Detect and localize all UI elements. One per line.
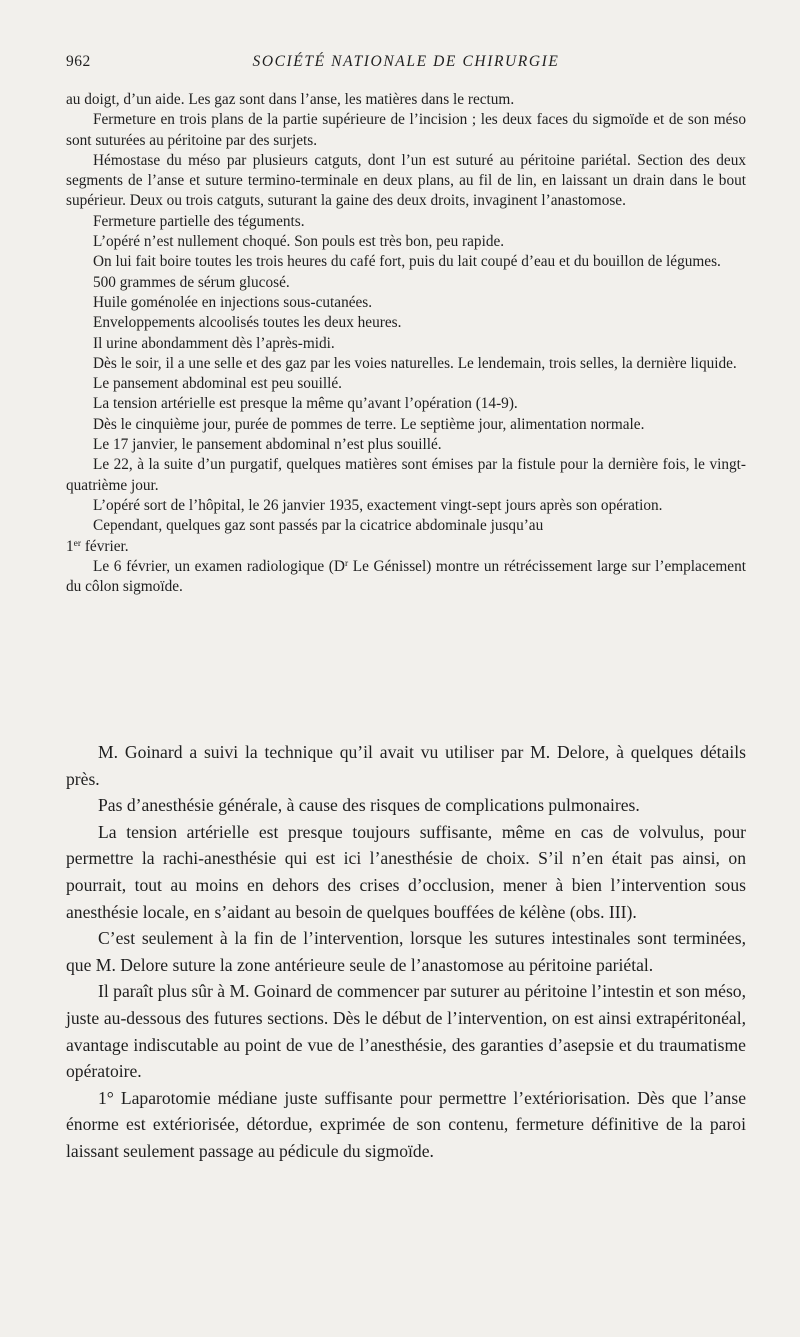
paragraph: Dès le soir, il a une selle et des gaz par les voies naturelles. Le lendemain, trois selles, la dernière liquide.	[93, 354, 737, 372]
paragraph: Cependant, quelques gaz sont passés par la cicatrice abdominale jusqu’au	[93, 517, 544, 535]
paragraph: M. Goinard a suivi la technique qu’il avait vu utiliser par M. Delore, à quelques détails près.	[66, 742, 746, 789]
paragraph: Huile goménolée en injections sous-cutanées.	[93, 293, 373, 311]
radiology-text-end: Le Génissel) montre un rétrécissement large sur l’emplacement du côlon sigmoïde.	[66, 557, 746, 596]
paragraph: Fermeture partielle des téguments.	[93, 212, 305, 230]
radiology-text-start: Le 6 février, un examen radiologique (D	[93, 557, 345, 575]
paragraph-continuation	[66, 537, 746, 557]
page-header	[66, 53, 746, 75]
main-text	[66, 739, 746, 1165]
paragraph: Le pansement abdominal est peu souillé.	[93, 375, 342, 393]
paragraph: On lui fait boire toutes les trois heures du café fort, puis du lait coupé d’eau et du bouillon de légumes.	[93, 253, 721, 271]
running-title: SOCIÉTÉ NATIONALE DE CHIRURGIE	[252, 53, 560, 70]
paragraph: Enveloppements alcoolisés toutes les deux heures.	[93, 314, 402, 332]
paragraph: Fermeture en trois plans de la partie supérieure de l’incision ; les deux faces du sigmoïde et de son méso sont suturées au péritoine par des surjets.	[66, 111, 746, 149]
paragraph	[66, 557, 746, 598]
paragraph: Hémostase du méso par plusieurs catguts, dont l’un est suturé au péritoine pariétal. Section des deux segments de l’anse et suture termino-terminale en deux plans, au fil de lin, en laissant un drain dans le bout supérieur. Deux ou trois catguts, suturant la gaine des deux droits, invaginent l’anastomose.	[66, 151, 746, 210]
paragraph: 500 grammes de sérum glucosé.	[93, 273, 290, 291]
paragraph: Il urine abondamment dès l’après-midi.	[93, 334, 335, 352]
observation-notes	[66, 90, 746, 597]
ordinal-suffix: er	[73, 538, 82, 549]
paragraph: L’opéré sort de l’hôpital, le 26 janvier 1935, exactement vingt-sept jours après son opération.	[93, 496, 663, 514]
paragraph: Pas d’anesthésie générale, à cause des risques de complications pulmonaires.	[98, 795, 640, 816]
paragraph: L’opéré n’est nullement choqué. Son pouls est très bon, peu rapide.	[93, 233, 505, 251]
doctor-abbrev-suffix: r	[344, 558, 349, 569]
paragraph: La tension artérielle est presque toujours suffisante, même en cas de volvulus, pour permettre la rachi-anesthésie qui est ici l’anesthésie de choix. S’il n’en était pas ainsi, on pourrait, tout au moins en dehors des crises d’occlusion, mener à bien l’intervention sous anesthésie locale, en s’aidant au besoin de quelques bouffées de kélène (obs. III).	[66, 821, 746, 922]
month-text: février.	[81, 537, 129, 555]
paragraph: Il paraît plus sûr à M. Goinard de commencer par suturer au péritoine l’intestin et son méso, juste au-dessous des futures sections. Dès le début de l’intervention, on est ainsi extrapéritonéal, avantage indiscutable au point de vue de l’anesthésie, des garanties d’asepsie et du traumatisme opératoire.	[66, 981, 746, 1082]
paragraph: Dès le cinquième jour, purée de pommes de terre. Le septième jour, alimentation normale.	[93, 415, 645, 433]
paragraph: C’est seulement à la fin de l’intervention, lorsque les sutures intestinales sont terminées, que M. Delore suture la zone antérieure seule de l’anastomose au péritoine pariétal.	[66, 928, 746, 975]
paragraph: Le 17 janvier, le pansement abdominal n’est plus souillé.	[93, 436, 442, 454]
paragraph: au doigt, d’un aide. Les gaz sont dans l’anse, les matières dans le rectum.	[66, 91, 515, 108]
page-number: 962	[66, 53, 91, 70]
paragraph: 1° Laparotomie médiane juste suffisante pour permettre l’extériorisation. Dès que l’anse énorme est extériorisée, détordue, exprimée de son contenu, fermeture définitive de la paroi laissant seulement passage au pédicule du sigmoïde.	[66, 1087, 746, 1161]
paragraph: La tension artérielle est presque la même qu’avant l’opération (14-9).	[93, 395, 518, 413]
ordinal-number: 1	[66, 537, 74, 555]
paragraph: Le 22, à la suite d’un purgatif, quelques matières sont émises par la fistule pour la dernière fois, le vingt-quatrième jour.	[66, 456, 746, 494]
